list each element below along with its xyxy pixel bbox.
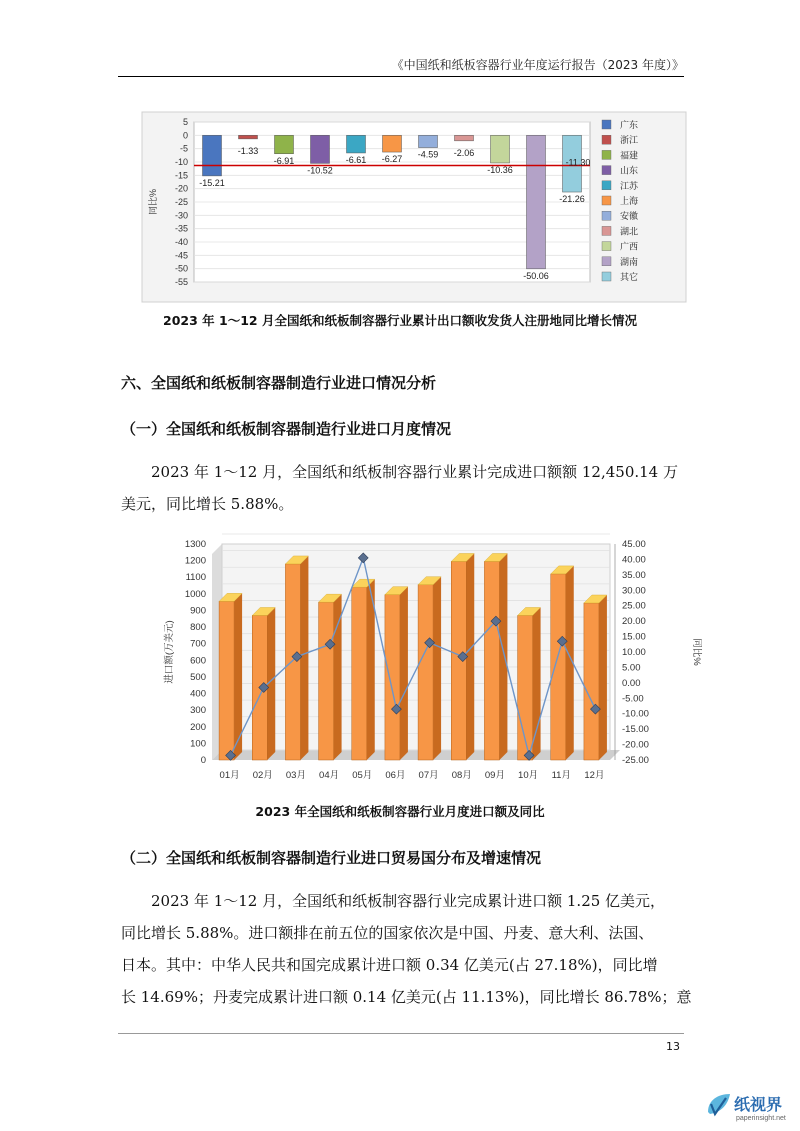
chart1-data-label: -15.21 (199, 177, 225, 188)
paragraph-2 (121, 885, 692, 1013)
chart2-right-tick: 15.00 (622, 631, 646, 643)
chart2-bar-side (499, 553, 507, 760)
chart1-legend-swatch (602, 166, 611, 175)
chart2-bar (584, 603, 599, 760)
watermark-name: 纸视界 (734, 1097, 783, 1114)
chart2-right-tick: 20.00 (622, 616, 646, 628)
chart1-bar (311, 135, 330, 163)
chart1-bar (275, 135, 294, 153)
chart1-legend-swatch (602, 181, 611, 190)
monthly-import-chart (160, 536, 700, 788)
page-header: 《中国纸和纸板容器行业年度运行报告（2023 年度）》 (391, 58, 684, 72)
chart1-ytick-label: -55 (174, 277, 188, 287)
paragraph-1 (121, 456, 683, 520)
chart2-left-tick: 900 (190, 605, 206, 617)
chart2-right-tick: 5.00 (622, 662, 641, 674)
chart1-legend-label: 湖南 (620, 256, 639, 267)
chart2-bar (385, 595, 400, 760)
chart1-legend-swatch (602, 196, 611, 205)
chart2-xtick-label: 11月 (551, 770, 571, 781)
chart1-legend-swatch (602, 150, 611, 159)
paragraph-2-line4: 长 14.69%；丹麦完成累计进口额 0.14 亿美元(占 11.13%)，同比增长 86.78%；意 (121, 988, 692, 1006)
subsection1-title: （一）全国纸和纸板制容器制造行业进口月度情况 (121, 420, 452, 438)
chart2-xtick-label: 07月 (418, 770, 439, 781)
chart1-legend-swatch (602, 272, 611, 281)
chart2-xtick-label: 05月 (352, 770, 373, 781)
chart2-left-ylabel: 进口额(万美元) (164, 620, 175, 684)
chart1-reference-label: -11.30 (565, 157, 591, 168)
chart1-ytick-label: -25 (174, 197, 188, 207)
chart1-data-label: -10.52 (307, 165, 333, 176)
chart2-left-tick: 800 (190, 622, 206, 634)
chart1-legend-label: 山东 (620, 165, 639, 176)
chart1-data-label: -6.61 (345, 154, 367, 165)
chart2-xtick-label: 12月 (584, 770, 605, 781)
chart2-left-tick: 1100 (185, 572, 206, 584)
chart1-bar (383, 135, 402, 152)
chart2-right-tick: 45.00 (622, 539, 646, 550)
header-divider (118, 76, 684, 77)
chart1-legend-label: 湖北 (620, 226, 639, 237)
chart2-bar-side (400, 587, 408, 760)
subsection2-title: （二）全国纸和纸板制容器制造行业进口贸易国分布及增速情况 (121, 849, 542, 867)
chart2-left-tick: 600 (190, 655, 206, 667)
paragraph-1-line1: 2023 年 1～12 月，全国纸和纸板制容器行业累计完成进口额额 12,450.14 万 (151, 463, 678, 481)
chart2-left-tick: 700 (190, 638, 206, 650)
chart2-xtick-label: 01月 (219, 770, 240, 781)
paragraph-2-line2: 同比增长 5.88%。进口额排在前五位的国家依次是中国、丹麦、意大利、法国、 (121, 924, 654, 942)
chart1-legend-swatch (602, 226, 611, 235)
chart1-ytick-label: -15 (174, 170, 188, 181)
chart1-data-label: -6.27 (381, 154, 403, 165)
chart1-ytick-label: -30 (174, 210, 188, 221)
chart1-legend-label: 上海 (620, 196, 639, 206)
chart2-right-tick: -5.00 (622, 693, 644, 705)
chart2-bar-side (300, 556, 308, 760)
page-number: 13 (666, 1040, 680, 1053)
chart2-right-ylabel: 同比% (691, 638, 702, 666)
chart2-xtick-label: 03月 (285, 770, 306, 781)
chart1-legend-label: 其它 (620, 272, 639, 282)
chart1-caption: 2023 年 1～12 月全国纸和纸板制容器行业累计出口额收发货人注册地同比增长情况 (163, 313, 637, 328)
chart1-data-label: -6.91 (273, 155, 295, 166)
chart2-caption: 2023 年全国纸和纸板制容器行业月度进口额及同比 (255, 804, 545, 819)
chart1-data-label: -50.06 (523, 270, 549, 281)
chart1-data-label: -10.36 (487, 164, 513, 175)
chart1-data-label: -21.26 (559, 194, 585, 205)
chart2-xtick-label: 02月 (252, 770, 273, 781)
paragraph-1-line2: 美元，同比增长 5.88%。 (121, 495, 294, 513)
chart2-bar (219, 601, 234, 760)
chart1-bar (347, 135, 366, 153)
chart2-bar (551, 574, 566, 760)
chart1-legend-label: 广东 (620, 120, 639, 130)
chart1-ytick-label: -20 (174, 183, 188, 194)
chart1-ytick-label: 5 (182, 117, 188, 127)
chart1-legend-label: 福建 (620, 150, 639, 161)
chart2-left-tick: 300 (190, 705, 206, 717)
chart1-data-label: -4.59 (417, 149, 439, 160)
chart1-bar (203, 135, 222, 176)
watermark-url: paperinsight.net (736, 1115, 786, 1122)
chart1-legend-label: 广西 (620, 241, 639, 252)
chart1-bar (527, 135, 546, 268)
chart2-xtick-label: 06月 (385, 770, 406, 781)
chart1-legend-swatch (602, 135, 611, 144)
chart2-bar (352, 587, 367, 760)
chart1-bar (239, 135, 258, 139)
chart2-left-tick: 500 (190, 671, 206, 683)
chart1-ytick-label: -50 (174, 263, 188, 274)
chart2-xtick-label: 10月 (518, 770, 539, 781)
section6-title: 六、全国纸和纸板制容器制造行业进口情况分析 (121, 374, 437, 392)
chart1-ytick-label: -5 (179, 143, 188, 154)
chart2-left-tick: 1300 (184, 539, 206, 550)
chart1-ytick-label: -10 (174, 157, 188, 167)
chart2-left-tick: 200 (190, 721, 206, 733)
chart2-bar (285, 564, 300, 760)
chart2-right-tick: -10.00 (622, 708, 649, 720)
chart1-ylabel: 同比% (148, 188, 158, 216)
chart1-legend-swatch (602, 120, 611, 129)
chart2-right-tick: 35.00 (622, 569, 646, 581)
chart1-data-label: -1.33 (237, 145, 259, 156)
watermark-logo (702, 1090, 796, 1124)
chart2-xtick-label: 09月 (484, 770, 505, 781)
chart2-right-tick: 10.00 (622, 647, 646, 658)
chart2-right-tick: -20.00 (622, 739, 649, 751)
chart2-xtick-label: 08月 (451, 770, 472, 781)
chart2-right-tick: -25.00 (622, 755, 649, 766)
chart1-bar (419, 135, 438, 147)
chart2-left-tick: 100 (190, 738, 206, 750)
chart1-legend-swatch (602, 211, 611, 220)
chart1-legend-label: 浙江 (620, 135, 639, 146)
export-growth-chart (142, 112, 686, 302)
chart2-bar (319, 602, 334, 760)
chart1-bar (455, 135, 474, 140)
chart2-left-tick: 1000 (184, 588, 206, 600)
chart1-legend-label: 江苏 (620, 180, 639, 191)
paragraph-2-line1: 2023 年 1～12 月，全国纸和纸板制容器行业完成累计进口额 1.25 亿美元， (151, 892, 666, 910)
chart2-bar-side (599, 595, 607, 760)
chart2-right-tick: 40.00 (622, 554, 646, 566)
chart2-bar (484, 561, 499, 760)
chart1-ytick-label: -40 (174, 237, 188, 247)
chart2-left-tick: 400 (190, 688, 206, 700)
chart2-bar-side (433, 577, 441, 760)
chart1-legend-swatch (602, 242, 611, 251)
chart2-xtick-label: 04月 (319, 770, 340, 781)
chart2-right-tick: 30.00 (622, 585, 646, 597)
chart2-right-tick: 0.00 (622, 677, 641, 689)
chart2-left-tick: 1200 (184, 555, 206, 567)
chart1-legend-swatch (602, 257, 611, 266)
chart2-right-tick: -15.00 (622, 724, 649, 736)
chart2-right-tick: 25.00 (622, 600, 646, 612)
chart2-left-tick: 0 (200, 755, 206, 766)
chart1-bar (491, 135, 510, 163)
chart1-data-label: -2.06 (453, 147, 475, 158)
chart1-ytick-label: -45 (174, 250, 188, 261)
chart1-ytick-label: -35 (174, 223, 188, 234)
chart2-bar (418, 585, 433, 760)
chart1-legend-label: 安徽 (620, 211, 639, 222)
footer-divider (118, 1033, 684, 1034)
chart1-ytick-label: 0 (182, 130, 188, 141)
paragraph-2-line3: 日本。其中：中华人民共和国完成累计进口额 0.34 亿美元(占 27.18%)，同比增 (121, 956, 658, 974)
